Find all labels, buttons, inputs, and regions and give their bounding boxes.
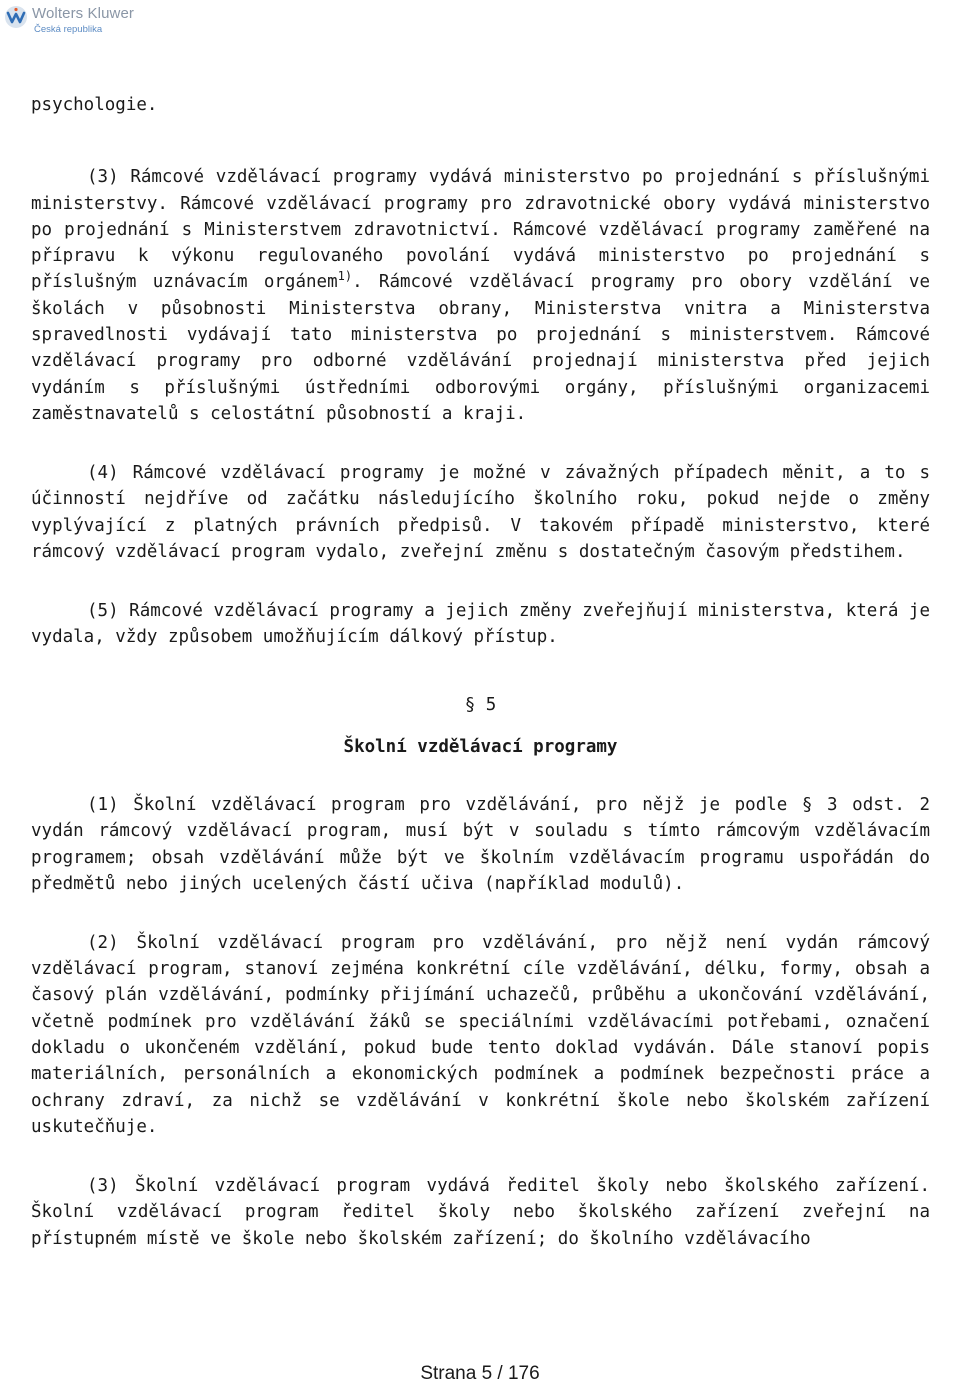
paragraph-5: (5) Rámcové vzdělávací programy a jejich změny zveřejňují ministerstva, která je vydala, vždy způsobem umožňujícím dálkový přístup.	[31, 600, 930, 648]
section-paragraph-3: (3) Školní vzdělávací program vydává ředitel školy nebo školského zařízení. Školní vzdělávací program ředitel školy nebo školského zařízení zveřejní na přístupném místě ve škole nebo školském zařízení; do školního vzdělávacího	[31, 1175, 930, 1249]
paragraph-continuation: psychologie.	[31, 95, 158, 115]
document-body	[31, 92, 930, 1252]
paragraph-4: (4) Rámcové vzdělávací programy je možné v závažných případech měnit, a to s účinností nejdříve od začátku následujícího školního roku, pokud nejde o změny vyplývající z platných právních předpisů. V takovém případě ministerstvo, které rámcový vzdělávací program vydalo, zveřejní změnu s dostatečným časovým předstihem.	[31, 462, 930, 562]
section-paragraph-1: (1) Školní vzdělávací program pro vzdělávání, pro nějž je podle § 3 odst. 2 vydán rámcový vzdělávací program, musí být v souladu s tímto rámcovým vzdělávacím programem; obsah vzdělávání může být ve školním vzdělávacím programu uspořádán do předmětů nebo jiných ucelených částí učiva (například modulů).	[31, 795, 930, 894]
paragraph-3-text-b: . Rámcové vzdělávací programy pro obory vzdělání ve školách v působnosti Ministerstva obrany, Ministerstva vnitra a Ministerstva spravedlnosti vydávají tato ministerstva po projednání s ministerstvem. Rámcové vzdělávací programy pro odborné vzdělávání projednají ministerstva před jejich vydáním s příslušnými ústředními odborovými orgány, příslušnými organizacemi zaměstnavatelů s celostátní působností a kraji.	[31, 272, 930, 424]
section-paragraph-2: (2) Školní vzdělávací program pro vzdělávání, pro nějž není vydán rámcový vzdělávací program, stanoví zejména konkrétní cíle vzdělávání, délku, formy, obsah a časový plán vzdělávání, podmínky přijímání uchazečů, průběhu a ukončování vzdělávání, včetně podmínek pro vzdělávání žáků se speciálními vzdělávacími potřebami, označení dokladu o ukončeném vzdělání, pokud bude tento doklad vydáván. Dále stanoví popis materiálních, personálních a ekonomických podmínek a podmínek bezpečnosti práce a ochrany zdraví, za nichž se vzdělávání v konkrétní škole nebo školském zařízení uskutečňuje.	[31, 932, 930, 1137]
section-number: § 5	[464, 695, 497, 716]
section-title: Školní vzdělávací programy	[343, 736, 618, 757]
publisher-logo	[4, 3, 154, 39]
paragraph-3	[31, 164, 930, 427]
paragraph-3-text-a: (3) Rámcové vzdělávací programy vydává ministerstvo po projednání s příslušnými ministerstvy. Rámcové vzdělávací programy pro zdravotnické obory vydává ministerstvo po projednání s Ministerstvem zdravotnictví. Rámcové vzdělávací programy zaměřené na přípravu k výkonu regulovaného povolání vydává ministerstvo po projednání s příslušným uznávacím orgánem	[31, 167, 930, 293]
brand-name: Wolters Kluwer	[32, 5, 134, 22]
page-number: Strana 5 / 176	[420, 1363, 540, 1384]
brand-subtitle: Česká republika	[34, 24, 103, 35]
wolters-kluwer-logo-icon	[4, 5, 28, 29]
footnote-reference[interactable]: 1)	[337, 269, 353, 284]
